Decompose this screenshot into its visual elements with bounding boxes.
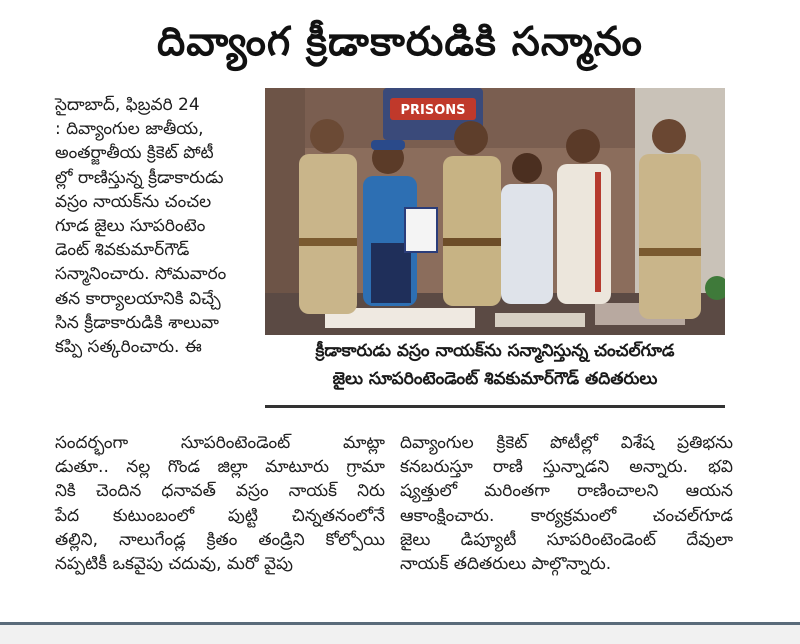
article-line: సన్మానించారు. సోమవారం bbox=[55, 264, 227, 285]
news-photo bbox=[265, 88, 725, 335]
photo-illustration bbox=[265, 88, 725, 335]
article-line: డుతూ.. నల్ల గొండ జిల్లా మాటూరు గ్రామా bbox=[55, 457, 385, 478]
article-line: పేద కుటుంబంలో పుట్టి చిన్నతనంలోనే bbox=[55, 505, 385, 526]
article-line: నాయక్ తదితరులు పాల్గొన్నారు. bbox=[400, 554, 612, 575]
prisons-sign: PRISONS bbox=[400, 103, 466, 118]
article-line: డెంట్ శివకుమార్‌గౌడ్ bbox=[55, 240, 190, 261]
article-line: అంతర్జాతీయ క్రికెట్ పోటీ bbox=[55, 143, 214, 164]
article-line: సిన క్రీడాకారుడికి శాలువా bbox=[55, 312, 219, 333]
article-column-bottom-right bbox=[400, 431, 733, 576]
article-line: నప్పటికీ ఒకవైపు చదువు, మరో వైపు bbox=[55, 554, 294, 575]
article-line: సందర్భంగా సూపరింటెండెంట్ మాట్లా bbox=[55, 433, 385, 453]
article-line: : దివ్యాంగుల జాతీయ, bbox=[55, 119, 204, 140]
article-line: నికి చెందిన ధనావత్ వస్రం నాయక్ నిరు bbox=[55, 481, 385, 502]
article-line: తల్లిని, నాలుగేండ్ల క్రితం తండ్రిని కోల్పోయి bbox=[55, 529, 385, 550]
caption-line: క్రీడాకారుడు వస్రం నాయక్‌ను సన్మానిస్తున్న చంచల్‌గూడ bbox=[315, 341, 675, 361]
article-line: కప్పి సత్కరించారు. ఈ bbox=[55, 337, 202, 358]
caption-line: జైలు సూపరింటెండెంట్ శివకుమార్‌గౌడ్ తదితరులు bbox=[332, 369, 658, 389]
article-line: ల్లో రాణిస్తున్న క్రీడాకారుడు bbox=[55, 167, 224, 188]
article-line: దివ్యాంగుల క్రికెట్ పోటీల్లో విశేష ప్రతిభను bbox=[400, 433, 733, 453]
article-line: సైదాబాద్, ఫిబ్రవరి 24 bbox=[55, 95, 200, 115]
article-line: జైలు డిప్యూటీ సూపరింటెండెంట్ దేవులా bbox=[400, 529, 733, 550]
article-column-bottom-left bbox=[55, 431, 385, 576]
article-line: వస్రం నాయక్‌ను చంచల bbox=[55, 191, 212, 212]
photo-caption bbox=[265, 337, 725, 408]
article-line: తన కార్యాలయానికి విచ్చే bbox=[55, 288, 221, 309]
headline: దివ్యాంగ క్రీడాకారుడికి సన్మానం bbox=[157, 19, 643, 65]
article-line: ష్యత్తులో మరింతగా రాణించాలని ఆయన bbox=[400, 481, 733, 502]
article-line: కనబరుస్తూ రాణి స్తున్నాడని అన్నారు. భవి bbox=[400, 457, 733, 478]
article-line: ఆకాంక్షించారు. కార్యక్రమంలో చంచల్‌గూడ bbox=[400, 505, 733, 526]
article-line: గూడ జైలు సూపరింటెం bbox=[55, 216, 206, 237]
